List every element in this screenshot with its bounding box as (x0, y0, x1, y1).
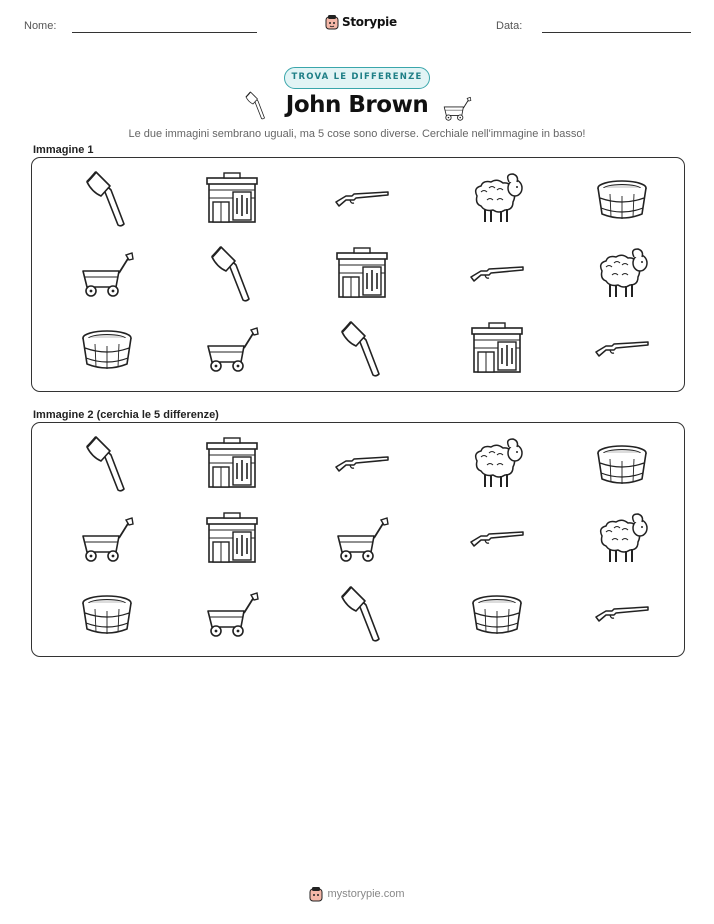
sheep-icon (467, 168, 527, 228)
image2-label: Immagine 2 (cerchia le 5 differenze) (33, 409, 219, 421)
axe-icon[interactable] (332, 583, 392, 643)
house-icon (202, 168, 262, 228)
name-line[interactable] (72, 32, 257, 33)
footer (0, 886, 714, 902)
instructions: Le due immagini sembrano uguali, ma 5 cose sono diverse. Cerchiale nell'immagine in basso! (128, 128, 586, 140)
image1-panel (31, 157, 685, 392)
rifle-icon (332, 168, 392, 228)
name-label: Nome: (24, 20, 57, 32)
rifle-icon[interactable] (592, 583, 652, 643)
rifle-icon (592, 318, 652, 378)
storypie-mascot-icon (309, 886, 323, 902)
axe-icon[interactable] (77, 433, 137, 493)
footer-url[interactable]: mystorypie.com (327, 888, 405, 900)
house-icon (332, 243, 392, 303)
wagon-icon[interactable] (202, 583, 262, 643)
wagon-icon (77, 243, 137, 303)
date-label: Data: (496, 20, 523, 32)
house-icon[interactable] (202, 508, 262, 568)
activity-badge: TROVA LE DIFFERENZE (284, 67, 430, 89)
axe-icon (77, 168, 137, 228)
tub-icon[interactable] (467, 583, 527, 643)
brand-name: Storypie (342, 15, 397, 29)
sheep-icon[interactable] (592, 508, 652, 568)
wagon-icon[interactable] (77, 508, 137, 568)
rifle-icon[interactable] (332, 433, 392, 493)
sheep-icon[interactable] (467, 433, 527, 493)
date-line[interactable] (542, 32, 691, 33)
image2-panel[interactable] (31, 422, 685, 657)
brand-logo (325, 14, 397, 30)
house-icon[interactable] (202, 433, 262, 493)
page-title: John Brown (285, 92, 429, 118)
wagon-icon (202, 318, 262, 378)
rifle-icon[interactable] (467, 508, 527, 568)
image1-label: Immagine 1 (33, 144, 94, 156)
wagon-icon[interactable] (332, 508, 392, 568)
tub-icon[interactable] (592, 433, 652, 493)
rifle-icon (467, 243, 527, 303)
axe-icon (202, 243, 262, 303)
title-wagon-icon (441, 92, 473, 122)
tub-icon[interactable] (77, 583, 137, 643)
tub-icon (77, 318, 137, 378)
house-icon (467, 318, 527, 378)
storypie-mascot-icon (325, 14, 339, 30)
sheep-icon (592, 243, 652, 303)
axe-icon (332, 318, 392, 378)
tub-icon (592, 168, 652, 228)
